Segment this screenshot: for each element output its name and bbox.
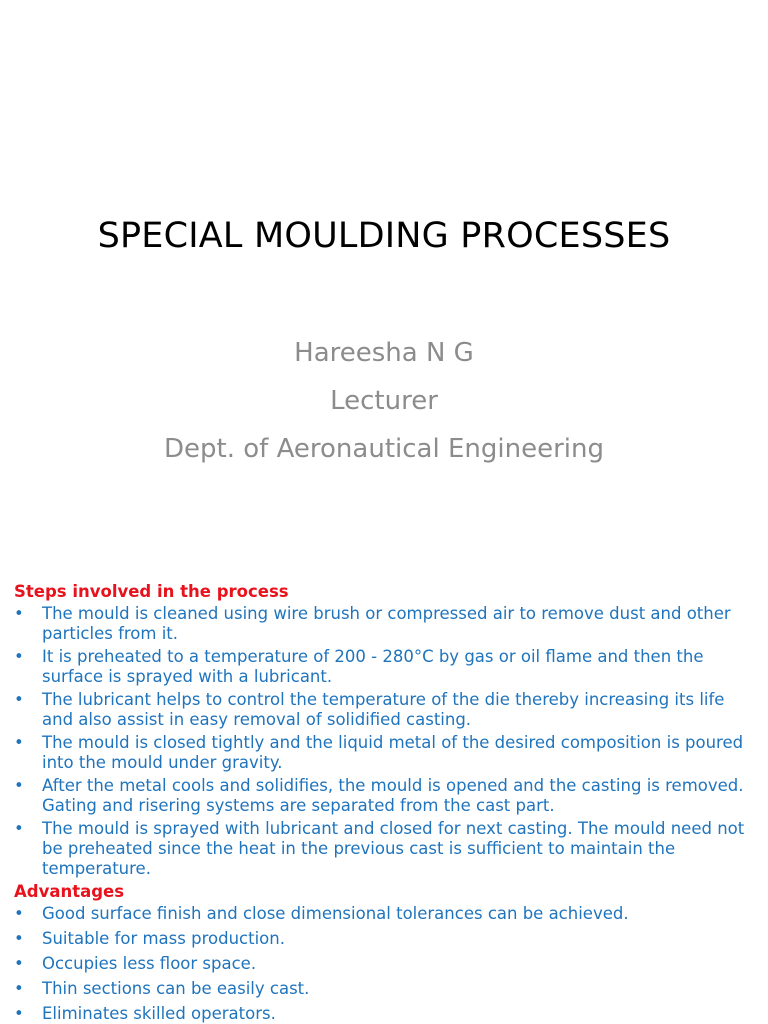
list-item <box>14 904 754 924</box>
list-item-text: Thin sections can be easily cast. <box>42 979 310 998</box>
advantages-heading: Advantages <box>14 882 125 901</box>
list-item <box>14 954 754 974</box>
list-item-text: Suitable for mass production. <box>42 929 285 948</box>
list-item <box>14 979 754 999</box>
bullet-icon: • <box>14 776 24 795</box>
list-item <box>14 690 754 730</box>
list-item-text: Occupies less floor space. <box>42 954 257 973</box>
steps-heading: Steps involved in the process <box>14 582 289 601</box>
list-item <box>14 1004 754 1024</box>
list-item <box>14 929 754 949</box>
steps-list <box>14 604 754 879</box>
bullet-icon: • <box>14 819 24 838</box>
bullet-icon: • <box>14 647 24 666</box>
bullet-icon: • <box>14 1004 24 1023</box>
list-item <box>14 604 754 644</box>
bullet-icon: • <box>14 904 24 923</box>
author-department: Dept. of Aeronautical Engineering <box>164 434 604 464</box>
slide-subtitle <box>0 334 768 478</box>
bullet-icon: • <box>14 979 24 998</box>
list-item-text: Eliminates skilled operators. <box>42 1004 276 1023</box>
list-item-text: After the metal cools and solidifies, the mould is opened and the casting is removed. Gating and risering systems are separated from the cast part. <box>42 776 744 815</box>
list-item <box>14 776 754 816</box>
list-item-text: The mould is cleaned using wire brush or compressed air to remove dust and other particles from it. <box>42 604 731 643</box>
advantages-list <box>14 904 754 1024</box>
list-item-text: It is preheated to a temperature of 200 - 280°C by gas or oil flame and then the surface is sprayed with a lubricant. <box>42 647 704 686</box>
bullet-icon: • <box>14 954 24 973</box>
list-item-text: The mould is closed tightly and the liquid metal of the desired composition is poured into the mould under gravity. <box>42 733 744 772</box>
slide-title: SPECIAL MOULDING PROCESSES <box>97 216 671 256</box>
bullet-icon: • <box>14 690 24 709</box>
list-item <box>14 647 754 687</box>
author-role: Lecturer <box>330 386 438 416</box>
bullet-icon: • <box>14 929 24 948</box>
list-item-text: Good surface finish and close dimensional tolerances can be achieved. <box>42 904 629 923</box>
list-item <box>14 733 754 773</box>
list-item-text: The mould is sprayed with lubricant and closed for next casting. The mould need not be preheated since the heat in the previous cast is sufficient to maintain the temperature. <box>42 819 745 878</box>
list-item <box>14 819 754 879</box>
bullet-icon: • <box>14 733 24 752</box>
slide-content <box>14 582 754 1024</box>
content-slide <box>0 560 768 1024</box>
author-name: Hareesha N G <box>294 338 474 368</box>
bullet-icon: • <box>14 604 24 623</box>
list-item-text: The lubricant helps to control the temperature of the die thereby increasing its life and also assist in easy removal of solidified casting. <box>42 690 725 729</box>
